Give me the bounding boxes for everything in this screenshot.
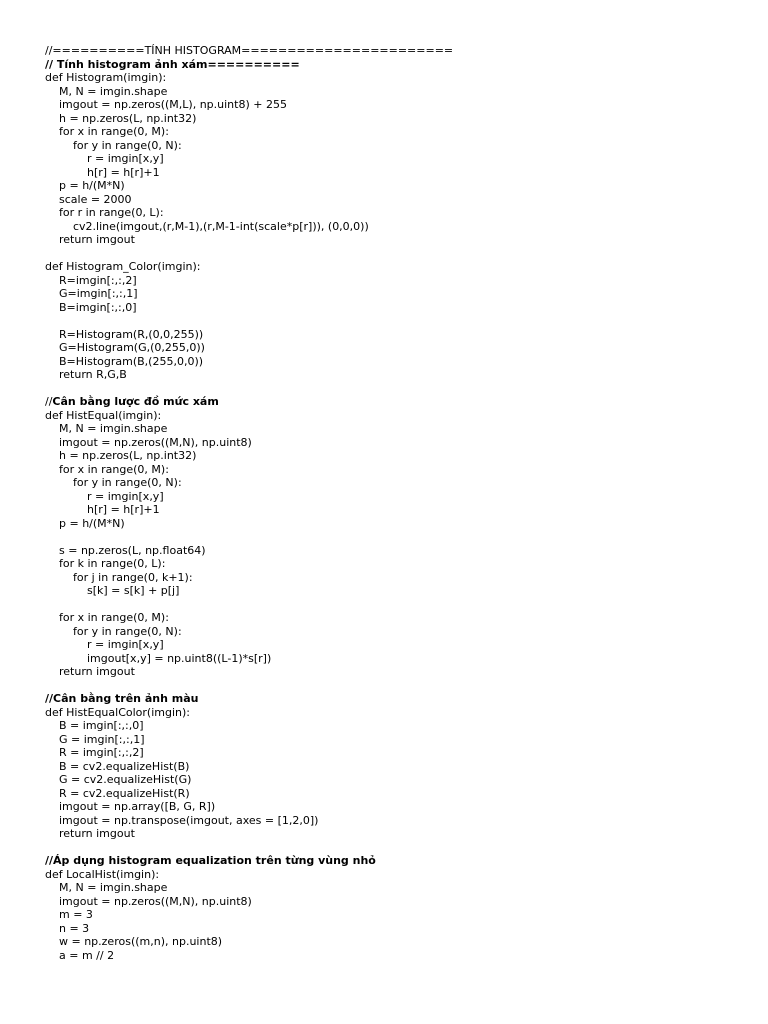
code-line: G=imgin[:,:,1] (59, 287, 138, 300)
code-line: for r in range(0, L): (59, 206, 164, 219)
code-line: for y in range(0, N): (73, 624, 182, 638)
code-line: R = cv2.equalizeHist(R) (59, 786, 190, 800)
code-line: M, N = imgin.shape (59, 84, 168, 98)
code-line: a = m // 2 (59, 948, 115, 962)
blank-line (45, 314, 745, 328)
code-line: h = np.zeros(L, np.int32) (59, 111, 197, 125)
code-line: m = 3 (59, 908, 93, 921)
blank-line (45, 598, 745, 612)
code-line: R=Histogram(R,(0,0,255)) (59, 327, 204, 341)
blank-line (45, 247, 745, 261)
code-line: imgout[x,y] = np.uint8((L-1)*s[r]) (87, 651, 272, 665)
code-line: cv2.line(imgout,(r,M-1),(r,M-1-int(scale*p[r])), (0,0,0)) (73, 219, 369, 233)
code-line: for x in range(0, M): (59, 611, 169, 624)
code-line: def HistEqual(imgin): (45, 408, 162, 422)
blank-line (45, 679, 745, 693)
code-line: B=imgin[:,:,0] (59, 300, 137, 314)
section-heading-text: Cân bằng lược đồ mức xám (52, 395, 219, 408)
code-line: imgout = np.transpose(imgout, axes = [1,2,0]) (59, 813, 319, 827)
code-line: h = np.zeros(L, np.int32) (59, 449, 197, 462)
code-line: n = 3 (59, 921, 90, 935)
code-line: return R,G,B (59, 368, 127, 381)
code-line: //==========TÍNH HISTOGRAM======================= (45, 44, 454, 57)
code-line: for x in range(0, M): (59, 125, 169, 138)
code-line: s = np.zeros(L, np.float64) (59, 543, 206, 557)
code-line: def Histogram_Color(imgin): (45, 260, 201, 273)
code-line: r = imgin[x,y] (87, 638, 164, 651)
code-line: def HistEqualColor(imgin): (45, 705, 190, 719)
code-line: M, N = imgin.shape (59, 881, 168, 894)
code-line: R = imgin[:,:,2] (59, 746, 144, 759)
section-heading: //Áp dụng histogram equalization trên từng vùng nhỏ (45, 854, 376, 867)
code-line: r = imgin[x,y] (87, 489, 164, 503)
code-line: G=Histogram(G,(0,255,0)) (59, 341, 205, 354)
code-line: return imgout (59, 665, 135, 678)
code-line: p = h/(M*N) (59, 516, 125, 530)
code-document (45, 44, 745, 962)
code-line: s[k] = s[k] + p[j] (87, 584, 180, 597)
code-line: for x in range(0, M): (59, 462, 169, 476)
code-line: for j in range(0, k+1): (73, 570, 193, 584)
code-line: def Histogram(imgin): (45, 71, 167, 84)
code-line: G = imgin[:,:,1] (59, 732, 145, 746)
code-line: B = imgin[:,:,0] (59, 719, 144, 732)
code-line: p = h/(M*N) (59, 179, 125, 192)
code-line: for y in range(0, N): (73, 138, 182, 152)
code-line: B=Histogram(B,(255,0,0)) (59, 354, 204, 368)
section-heading (45, 395, 745, 409)
code-line: return imgout (59, 233, 135, 246)
section-heading: //Cân bằng trên ảnh màu (45, 692, 199, 705)
code-line: def LocalHist(imgin): (45, 867, 160, 881)
comment-prefix: // (45, 395, 53, 408)
code-line: r = imgin[x,y] (87, 152, 164, 165)
code-line: imgout = np.zeros((M,N), np.uint8) (59, 894, 252, 908)
code-line: imgout = np.array([B, G, R]) (59, 800, 216, 813)
code-line: G = cv2.equalizeHist(G) (59, 773, 192, 786)
code-line: imgout = np.zeros((M,N), np.uint8) (59, 435, 252, 449)
code-line: h[r] = h[r]+1 (87, 503, 160, 516)
section-heading: // Tính histogram ảnh xám========== (45, 57, 300, 71)
blank-line (45, 841, 745, 855)
code-line: h[r] = h[r]+1 (87, 165, 160, 179)
code-line: return imgout (59, 827, 135, 840)
code-line: imgout = np.zeros((M,L), np.uint8) + 255 (59, 98, 287, 111)
code-line: R=imgin[:,:,2] (59, 273, 137, 287)
blank-line (45, 530, 745, 544)
code-line: B = cv2.equalizeHist(B) (59, 759, 190, 773)
code-line: M, N = imgin.shape (59, 422, 168, 435)
code-line: for y in range(0, N): (73, 476, 182, 489)
code-line: scale = 2000 (59, 192, 132, 206)
code-line: w = np.zeros((m,n), np.uint8) (59, 935, 223, 948)
blank-line (45, 382, 745, 396)
code-line: for k in range(0, L): (59, 557, 166, 570)
